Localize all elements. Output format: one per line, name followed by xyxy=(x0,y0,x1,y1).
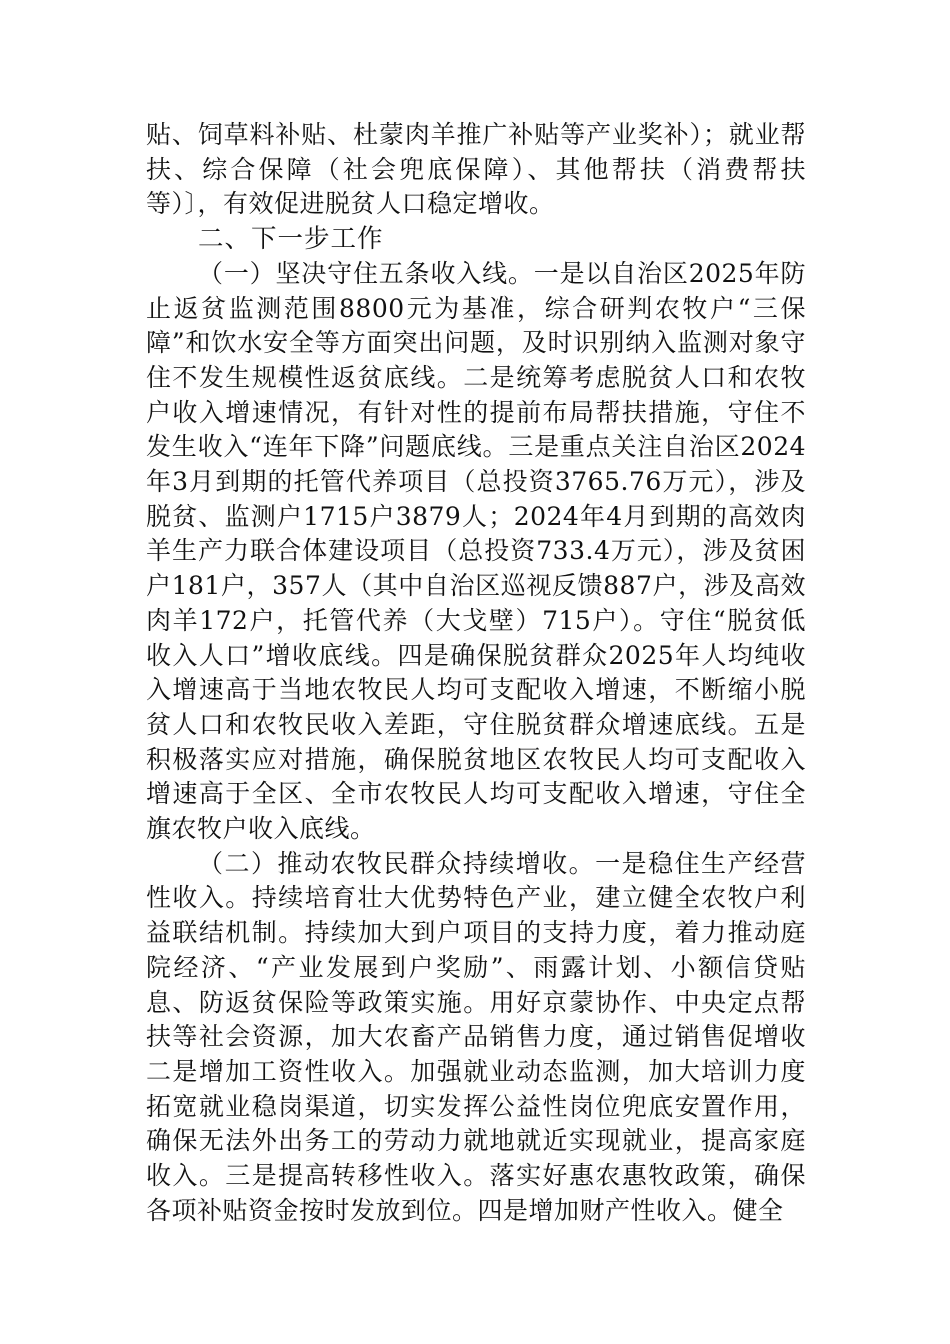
subsection-1-paragraph xyxy=(146,257,806,847)
subsection-2-title: （二）推动农牧民群众持续增收。 xyxy=(198,848,596,878)
subsection-2-body: 一是稳住生产经营性收入。持续培育壮大优势特色产业，建立健全农牧户利益联结机制。持续加大到户项目的支持力度，着力推动庭院经济、“产业发展到户奖励”、雨露计划、小额信贷贴息、防返贫保险等政策实施。用好京蒙协作、中央定点帮扶等社会资源，加大农畜产品销售力度，通过销售促增收二是增加工资性收入。加强就业动态监测，加大培训力度拓宽就业稳岗渠道，切实发挥公益性岗位兜底安置作用，确保无法外出务工的劳动力就地就近实现就业，提高家庭收入。三是提高转移性收入。落实好惠农惠牧政策，确保各项补贴资金按时发放到位。四是增加财产性收入。健全 xyxy=(146,848,806,1225)
subsection-1-body: 一是以自治区2025年防止返贫监测范围8800元为基准，综合研判农牧户“三保障”和饮水安全等方面突出问题，及时识别纳入监测对象守住不发生规模性返贫底线。二是统筹考虑脱贫人口和农牧户收入增速情况，有针对性的提前布局帮扶措施，守住不发生收入“连年下降”问题底线。三是重点关注自治区2024年3月到期的托管代养项目（总投资3765.76万元），涉及脱贫、监测户1715户3879人；2024年4月到期的高效肉羊生产力联合体建设项目（总投资733.4万元），涉及贫困户181户，357人（其中自治区巡视反馈887户，涉及高效肉羊172户，托管代养（大戈壁）715户）。守住“脱贫低收入人口”增收底线。四是确保脱贫群众2025年人均纯收入增速高于当地农牧民人均可支配收入增速，不断缩小脱贫人口和农牧民收入差距，守住脱贫群众增速底线。五是积极落实应对措施，确保脱贫地区农牧民人均可支配收入增速高于全区、全市农牧民人均可支配收入增速，守住全旗农牧户收入底线。 xyxy=(146,258,806,844)
paragraph-continuation: 贴、饲草料补贴、杜蒙肉羊推广补贴等产业奖补）；就业帮扶、综合保障（社会兜底保障）、其他帮扶（消费帮扶等）〕，有效促进脱贫人口稳定增收。 xyxy=(146,120,806,219)
section-heading: 二、下一步工作 xyxy=(198,224,384,255)
subsection-1-title: （一）坚决守住五条收入线。 xyxy=(198,258,534,288)
subsection-2-paragraph xyxy=(146,847,806,1229)
document-page xyxy=(146,118,806,1229)
